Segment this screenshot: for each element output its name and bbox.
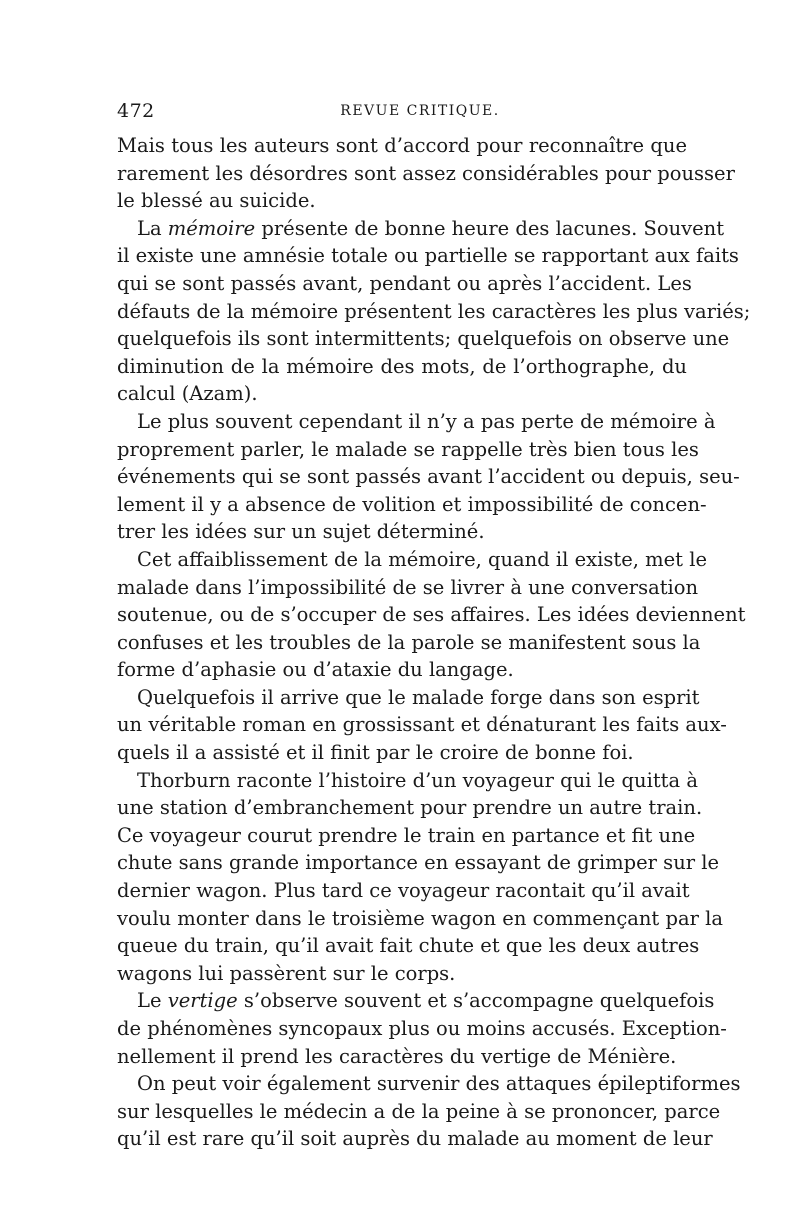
page-header [117,100,683,126]
text-line: Mais tous les auteurs sont d’accord pour reconnaître que [117,134,687,157]
text-line: chute sans grande importance en essayant de grimper sur le [117,851,720,875]
text-line [117,215,725,243]
text-line: forme d’aphasie ou d’ataxie du langage. [117,658,514,682]
text-line: calcul (Azam). [117,382,258,406]
text-line: sur lesquelles le médecin a de la peine à se prononcer, parce [117,1099,721,1123]
line-end: s’observe souvent et s’accompagne quelquefois [237,989,715,1013]
text-line: Ce voyageur courut prendre le train en partance et fit une [117,823,696,847]
text-line: malade dans l’impossibilité de se livrer à une conversation [117,575,699,599]
text-line: diminution de la mémoire des mots, de l’orthographe, du [117,354,687,378]
italic-term: vertige [167,989,238,1013]
text-line: rarement les désordres sont assez considérables pour pousser [117,161,735,185]
text-line: de phénomènes syncopaux plus ou moins accusés. Exception- [117,1017,727,1040]
text-line: le blessé au suicide. [117,189,316,213]
page-number: 472 [117,100,155,122]
line-end: présente de bonne heure des lacunes. Souvent [255,216,725,240]
text-line: wagons lui passèrent sur le corps. [117,961,456,985]
text-line: On peut voir également survenir des attaques épileptiformes [137,1072,741,1096]
text-line: queue du train, qu’il avait fait chute et que les deux autres [117,934,700,958]
line-start: Le [137,989,168,1013]
text-line: défauts de la mémoire présentent les caractères les plus variés; [117,299,751,323]
text-line: proprement parler, le malade se rappelle très bien tous les [117,437,699,461]
text-line: Cet affaiblissement de la mémoire, quand il existe, met le [137,547,707,571]
text-line: dernier wagon. Plus tard ce voyageur racontait qu’il avait [117,879,690,903]
text-line: nellement il prend les caractères du vertige de Ménière. [117,1044,677,1068]
text-line: Le plus souvent cependant il n’y a pas perte de mémoire à [137,409,716,433]
text-line: qu’il est rare qu’il soit auprès du malade au moment de leur [117,1127,713,1151]
text-line: quels il a assisté et il finit par le croire de bonne foi. [117,741,634,765]
text-line: qui se sont passés avant, pendant ou après l’accident. Les [117,271,692,295]
text-line: un véritable roman en grossissant et dénaturant les faits aux- [117,713,727,737]
text-line: soutenue, ou de s’occuper de ses affaires. Les idées deviennent [117,603,746,627]
text-line: lement il y a absence de volition et impossibilité de concen- [117,492,707,516]
text-line: événements qui se sont passés avant l’accident ou depuis, seu- [117,465,740,489]
text-line: Quelquefois il arrive que le malade forge dans son esprit [137,685,700,709]
body-text [117,132,751,1153]
text-line: Thorburn raconte l’histoire d’un voyageur qui le quitta à [137,768,698,792]
text-line: trer les idées sur un sujet déterminé. [117,520,485,544]
text-line: confuses et les troubles de la parole se manifestent sous la [117,630,701,654]
text-line: voulu monter dans le troisième wagon en commençant par la [117,906,723,930]
text-line: il existe une amnésie totale ou partielle se rapportant aux faits [117,244,739,268]
line-start: La [137,216,168,240]
text-line [117,987,715,1015]
text-line: une station d’embranchement pour prendre un autre train. [117,796,703,820]
italic-term: mémoire [167,216,256,240]
running-title: REVUE CRITIQUE. [340,103,500,119]
text-line: quelquefois ils sont intermittents; quelquefois on observe une [117,327,730,351]
